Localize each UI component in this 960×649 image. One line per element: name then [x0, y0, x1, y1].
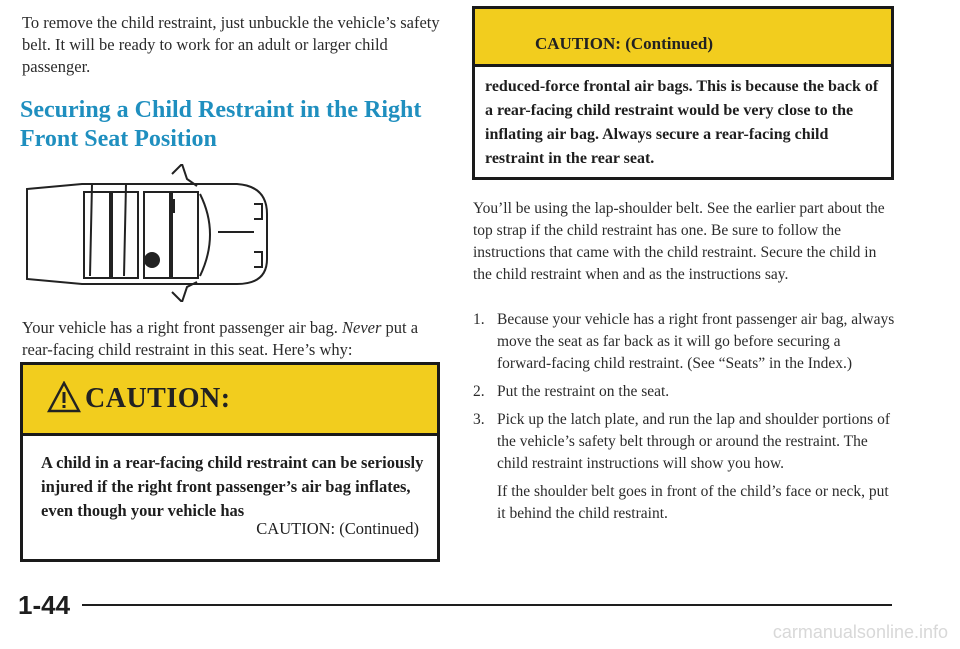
caution-title: CAUTION: (Continued)	[535, 34, 714, 53]
list-item	[473, 309, 898, 375]
caution-box-2	[472, 6, 894, 180]
step-text: Because your vehicle has a right front passenger air bag, always move the seat as far back as it will go before securing a forward-facing child restraint. (See “Seats” in the Index.)	[497, 311, 895, 372]
caution-band	[475, 9, 891, 67]
warning-triangle-icon	[47, 381, 81, 413]
caution-title: CAUTION:	[85, 383, 231, 414]
step-3-note: If the shoulder belt goes in front of the child’s face or neck, put it behind the child restraint.	[497, 483, 889, 522]
caution-continued: CAUTION: (Continued)	[256, 519, 419, 538]
list-item	[473, 409, 898, 475]
airbag-paragraph: Your vehicle has a right front passenger air bag. Never put a rear-facing child restraint in this seat. Here’s why:	[22, 318, 419, 359]
caution-box-1	[20, 362, 440, 562]
steps-list	[473, 309, 898, 525]
caution-body: A child in a rear-facing child restraint can be seriously injured if the right front passenger’s air bag inflates, even though your vehicle has	[41, 453, 424, 520]
step-number: 2.	[473, 383, 485, 400]
caution-body: reduced-force frontal air bags. This is because the back of a rear-facing child restraint would be very close to the inflating air bag. Always secure a rear-facing child restraint in the rear seat.	[485, 78, 879, 167]
footer-rule	[82, 604, 892, 606]
step-number: 1.	[473, 311, 485, 328]
vehicle-seat-diagram	[22, 164, 284, 302]
step-text: Pick up the latch plate, and run the lap and shoulder portions of the vehicle’s safety belt through or around the restraint. The child restraint instructions will show you how.	[497, 411, 891, 472]
caution-band	[23, 365, 437, 436]
watermark: carmanualsonline.info	[772, 622, 948, 642]
intro-paragraph: To remove the child restraint, just unbuckle the vehicle’s safety belt. It will be ready to work for an adult or larger child passenger.	[22, 13, 440, 76]
page-number: 1-44	[18, 590, 71, 620]
step-number: 3.	[473, 411, 485, 428]
step-text: Put the restraint on the seat.	[497, 383, 670, 400]
section-heading: Securing a Child Restraint in the Right Front Seat Position	[20, 97, 422, 152]
lap-shoulder-paragraph: You’ll be using the lap-shoulder belt. See the earlier part about the top strap if the child restraint has one. Be sure to follow the instructions that came with the child restraint. Secure the child in the child restraint when and as the instructions say.	[473, 200, 885, 283]
list-item	[473, 381, 898, 403]
